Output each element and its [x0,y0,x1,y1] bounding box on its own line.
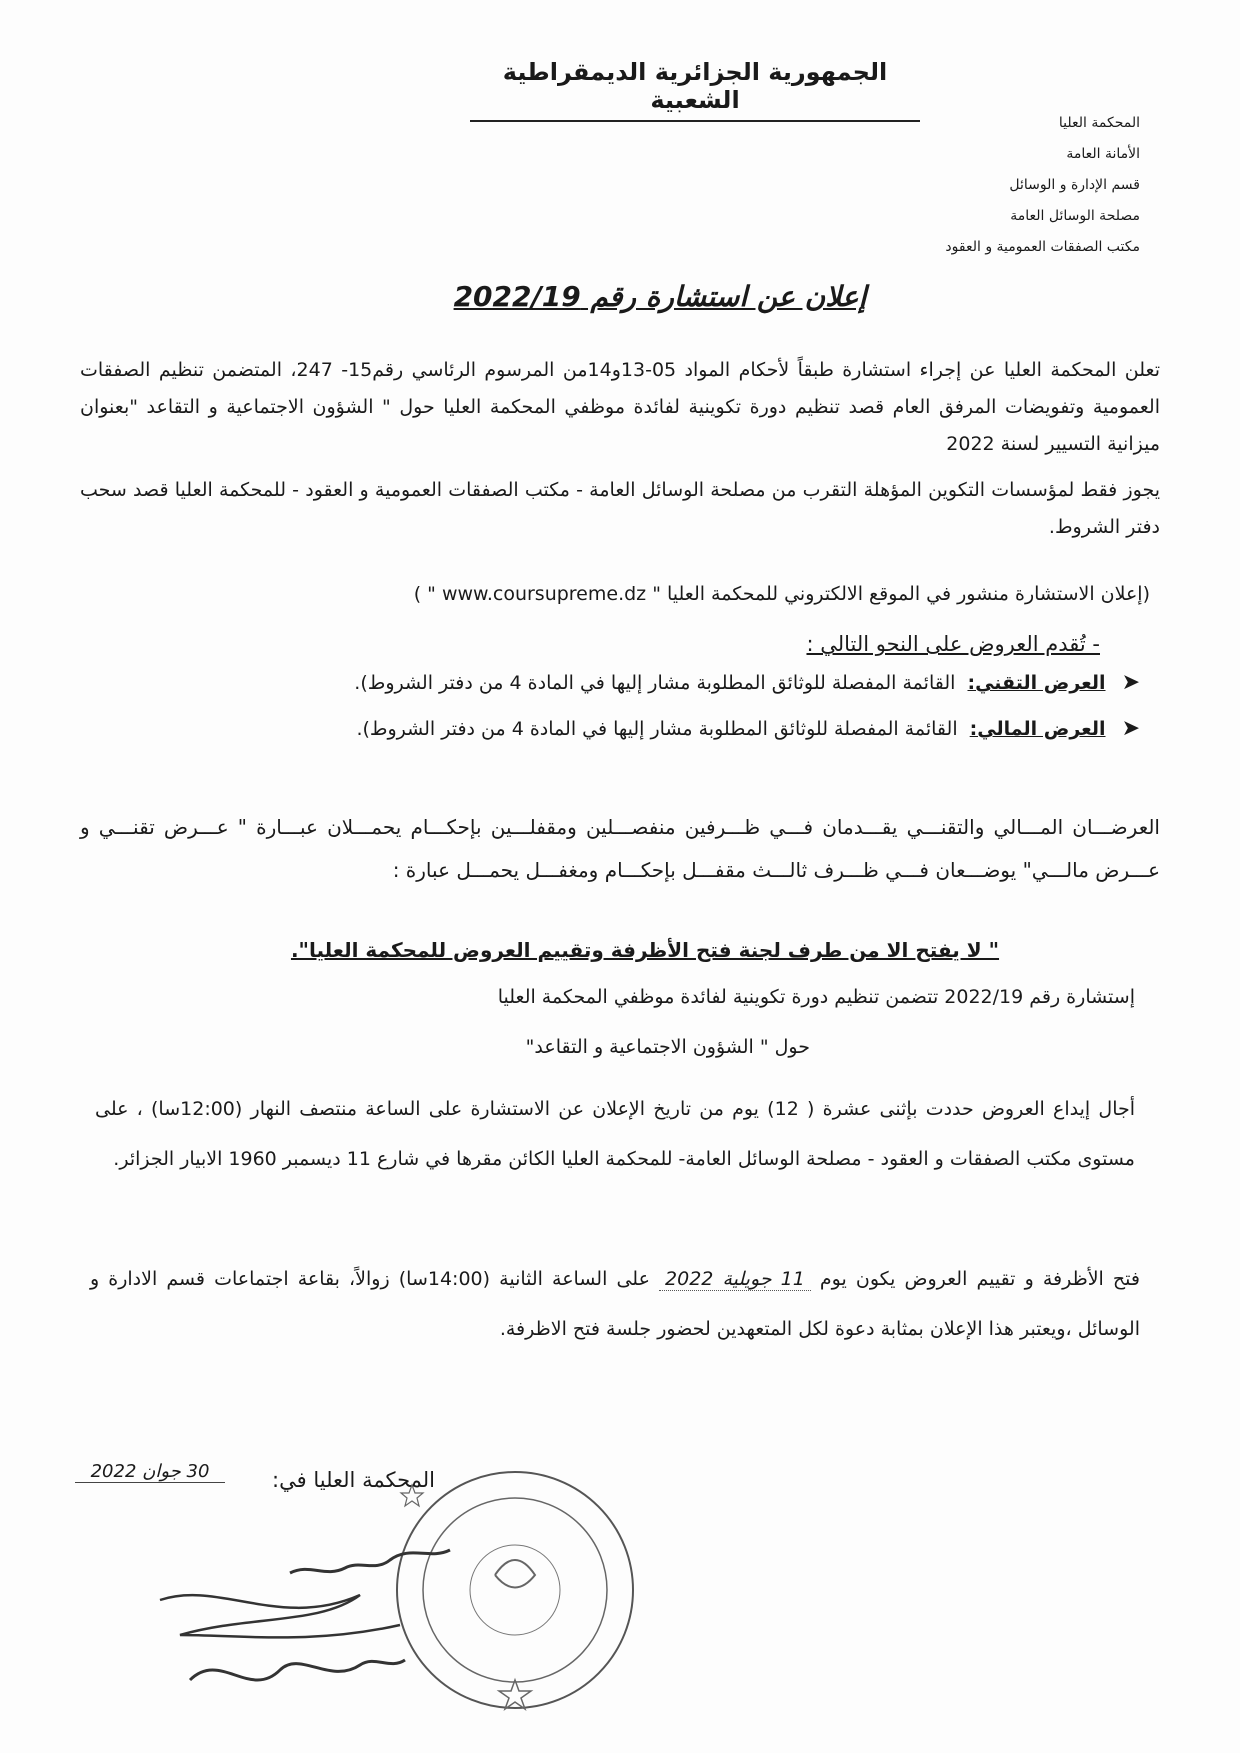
envelopes-paragraph [80,806,1160,892]
opening-text-start: فتح الأظرفة و تقييم العروض يكون يوم [819,1268,1140,1290]
institution-line: الأمانة العامة [1066,146,1140,162]
arrow-bullet-icon: ➤ [1121,670,1140,695]
envelopes-text: العرضـــان المـــالي والتقنـــي يقـــدمان فـــي ظـــرفين منفصـــلين ومقفلـــين بإحكـــام يحمـــلان عبـــارة " عـــرض تقنـــي و عـــرض مالـــي" يوضـــعان فـــي ظـــرف ثالـــث مقفـــل بإحكـــام ومغفـــل يحمـــل عبارة : [80,815,1160,882]
deadline-paragraph: أجال إيداع العروض حددت بإثنى عشرة ( 12) يوم من تاريخ الإعلان عن الاستشارة على الساعة منتصف النهار (12:00سا) ، على مستوى مكتب الصفقات و العقود - مصلحة الوسائل العامة- للمحكمة العليا الكائن مقرها في شارع 11 ديسمبر 1960 الابيار الجزائر. [95,1098,1136,1170]
institution-line: مكتب الصفقات العمومية و العقود [945,239,1140,255]
financial-offer-item [100,716,1140,741]
institution-line: قسم الإدارة و الوسائل [1009,177,1140,193]
eligibility-paragraph: يجوز فقط لمؤسسات التكوين المؤهلة التقرب من مصلحة الوسائل العامة - مكتب الصفقات العمومية و العقود - للمحكمة العليا قصد سحب دفتر الشروط. [80,479,1160,538]
offers-heading: - تُقدم العروض على النحو التالي : [806,632,1100,656]
signature-place: المحكمة العليا في: [272,1468,435,1492]
institution-line: المحكمة العليا [1058,115,1140,131]
institution-line: مصلحة الوسائل العامة [1010,208,1140,224]
arrow-bullet-icon: ➤ [1121,716,1140,741]
envelope-inscription: " لا يفتح الا من طرف لجنة فتح الأظرفة وتقييم العروض للمحكمة العليا". [290,938,1000,962]
technical-offer-label: العرض التقني: [967,672,1106,694]
handwritten-signature [150,1510,480,1720]
opening-text-end: على الساعة الثانية (14:00سا) زوالاً، بقاعة اجتماعات قسم الادارة و الوسائل ،ويعتبر هذا الإعلان بمثابة دعوة لكل المتعهدين لحضور جلسة فتح الاظرفة. [90,1268,1140,1340]
consultation-line: إستشارة رقم 2022/19 تتضمن تنظيم دورة تكوينية لفائدة موظفي المحكمة العليا [497,986,1135,1008]
technical-offer-text: القائمة المفصلة للوثائق المطلوبة مشار إليها في المادة 4 من دفتر الشروط). [354,672,956,694]
opening-paragraph [90,1254,1140,1354]
website-note: (إعلان الاستشارة منشور في الموقع الالكتروني للمحكمة العليا " www.coursupreme.dz " ) [413,583,1150,605]
technical-offer-item [100,670,1140,695]
opening-date: 11 جويلية 2022 [659,1268,811,1291]
announcement-title: إعلان عن استشارة رقم 2022/19 [453,280,867,313]
republic-heading: الجمهورية الجزائرية الديمقراطية الشعبية [470,58,920,122]
financial-offer-label: العرض المالي: [969,718,1106,740]
intro-paragraph: تعلن المحكمة العليا عن إجراء استشارة طبقاً لأحكام المواد 05-13و14من المرسوم الرئاسي رقم15- 247، المتضمن تنظيم الصفقات العمومية وتفويضات المرفق العام قصد تنظيم دورة تكوينية لفائدة موظفي المحكمة العليا حول " الشؤون الاجتماعية و التقاعد "بعنوان ميزانية التسيير لسنة 2022 [80,359,1160,455]
signature-date: 30 جوان 2022 [75,1461,225,1483]
financial-offer-text: القائمة المفصلة للوثائق المطلوبة مشار إليها في المادة 4 من دفتر الشروط). [356,718,958,740]
institution-header [780,108,1140,263]
subject-line: حول " الشؤون الاجتماعية و التقاعد" [525,1036,810,1058]
